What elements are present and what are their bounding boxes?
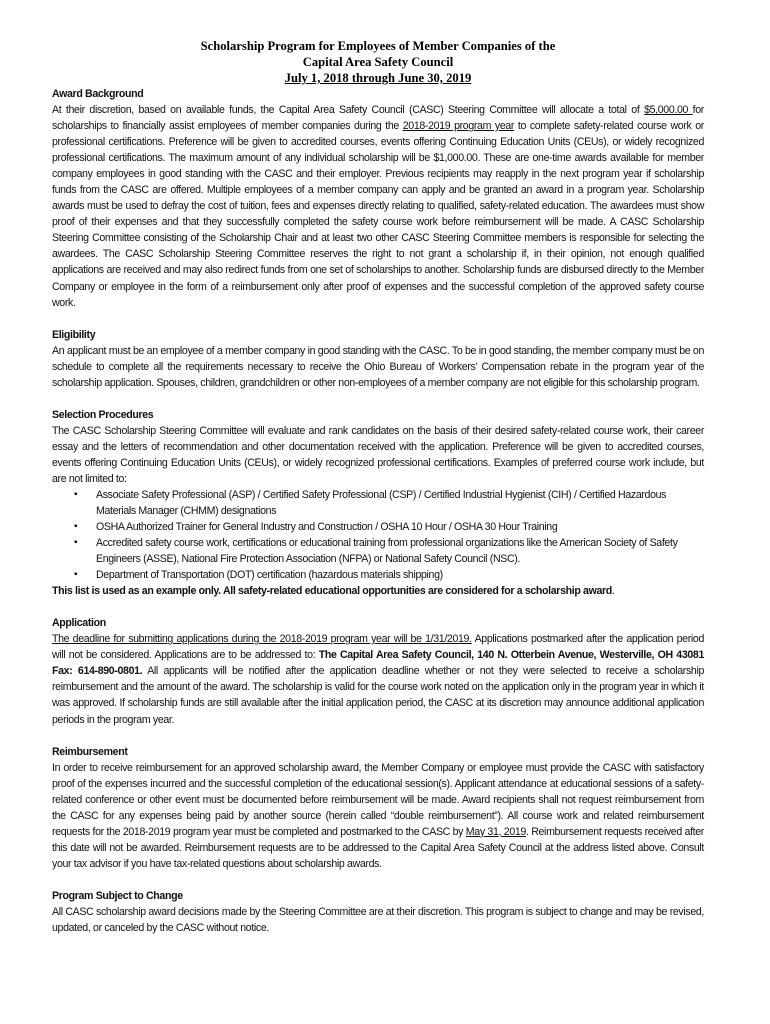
award-amount: $5,000.00 bbox=[644, 104, 693, 116]
title-date-range: July 1, 2018 through June 30, 2019 bbox=[284, 71, 472, 85]
application-heading: Application bbox=[52, 617, 106, 630]
application-paragraph bbox=[52, 631, 704, 727]
course-examples-list bbox=[52, 487, 704, 583]
eligibility-paragraph: An applicant must be an employee of a member company in good standing with the CASC. To be in good standing, the member company must be on schedule to complete all the requirements necessary to receive the Ohio Bureau of Workers’ Compensation rebate in the program year of the scholarship application. Spouses, children, grandchildren or other non-employees of a member company are not eligible for this scholarship program. bbox=[52, 344, 704, 389]
document-page bbox=[52, 38, 704, 936]
selection-heading: Selection Procedures bbox=[52, 408, 154, 421]
eligibility-heading: Eligibility bbox=[52, 328, 96, 341]
selection-paragraph: The CASC Scholarship Steering Committee will evaluate and rank candidates on the basis of their desired safety-related course work, their career essay and the letters of recommendation and other documentation received with the application. Preference will be given to accredited courses, events offering Continuing Education Units (CEUs), or widely recognized professional certifications. Examples of preferred course work include, but are not limited to: bbox=[52, 424, 704, 485]
list-item: ▪ OSHA Authorized Trainer for General Industry and Construction / OSHA 10 Hour / OSHA 30 Hour Training bbox=[96, 519, 704, 535]
application-text-1: Applications postmarked after the application period will not be considered. Applications are to be addressed to: bbox=[52, 633, 704, 662]
selection-note-text: This list is used as an example only. All safety-related educational opportunities are considered for a scholarship award bbox=[52, 585, 612, 598]
application-text-2: All applicants will be notified after the application deadline whether or not they were selected to receive a scholarship reimbursement and the amount of the award. The scholarship is valid for the course work noted on the application only in the program year in which it was approved. If scholarship funds are still available after the initial application period, the CASC at its discretion may announce additional application periods in the program year. bbox=[52, 665, 704, 726]
title-line-2: Capital Area Safety Council bbox=[302, 55, 454, 69]
selection-note-end: . bbox=[611, 585, 615, 598]
reimbursement-heading: Reimbursement bbox=[52, 745, 128, 758]
award-text-1: At their discretion, based on available funds, the Capital Area Safety Council (CASC) Steering Committee will allocate a total of bbox=[52, 104, 645, 116]
list-item: ▪ Associate Safety Professional (ASP) / Certified Safety Professional (CSP) / Certified Industrial Hygienist (CIH) / Certified Hazardous Materials Manager (CHMM) designations bbox=[96, 487, 704, 519]
award-text-2: for scholarships to financially assist employees of member companies during the bbox=[52, 104, 704, 133]
award-text-3: to complete safety-related course work or professional certifications. Preference will be given to accredited courses, events offering Continuing Education Units (CEUs), or widely recognized professional certifications. The maximum amount of any individual scholarship will be $1,000.00. These are one-time awards available for member company employees in good standing with the CASC and their employer. Previous recipients may reapply in the next program year if scholarship funds from the CASC are offered. Multiple employees of a member company can apply and be granted an award in a program year. Scholarship awards must be used to defray the cost of tuition, fees and expenses directly relating to qualified, safety-related education. The awardees must show proof of their expenses and that they successfully completed the safety course work before reimbursement will be made. A CASC Scholarship Steering Committee consisting of the Scholarship Chair and at least two other CASC Steering Committee members is responsible for selecting the awardees. The CASC Scholarship Steering Committee reserves the right to not grant a scholarship if, in their opinion, not enough qualified applications are received and may also redirect funds from one set of scholarships to another. Scholarship funds are disbursed directly to the Member Company or employee in the form of a reimbursement only after proof of expenses and the successful completion of the approved safety course work. bbox=[52, 120, 704, 309]
title-line-1: Scholarship Program for Employees of Member Companies of the bbox=[200, 39, 556, 53]
list-item: ▪ Accredited safety course work, certifications or educational training from professional organizations like the American Society of Safety Engineers (ASSE), National Fire Protection Association (NFPA) or National Safety Council (NSC). bbox=[96, 535, 704, 567]
selection-note bbox=[52, 583, 704, 599]
award-paragraph bbox=[52, 102, 704, 311]
reimbursement-deadline-date: May 31, 2019 bbox=[465, 825, 526, 838]
award-program-year: 2018-2019 program year bbox=[402, 120, 515, 133]
document-title bbox=[52, 38, 704, 86]
program-change-paragraph: All CASC scholarship award decisions made by the Steering Committee are at their discretion. This program is subject to change and may be revised, updated, or canceled by the CASC without notice. bbox=[52, 905, 704, 934]
reimbursement-text-1: In order to receive reimbursement for an approved scholarship award, the Member Company or employee must provide the CASC with satisfactory proof of the expenses incurred and the successful completion of the educational session(s). Applicant attendance at educational sessions of a safety-related conference or other event must be documented before reimbursement will be made. Award recipients shall not request reimbursement from the CASC for any expenses being paid by another source (herein called “double reimbursement”). All course work and related reimbursement requests for the 2018-2019 program year must be completed and postmarked to the CASC by bbox=[52, 761, 704, 838]
list-item: ▪ Department of Transportation (DOT) certification (hazardous materials shipping) bbox=[96, 567, 704, 583]
program-change-heading: Program Subject to Change bbox=[52, 889, 183, 902]
reimbursement-text-2: . Reimbursement requests received after this date will not be awarded. Reimbursement requests are to be addressed to the Capital Area Safety Council at the address listed above. Consult your tax advisor if you have tax-related questions about scholarship awards. bbox=[52, 825, 704, 870]
casc-address: The Capital Area Safety Council, 140 N. Otterbein Avenue, Westerville, OH 43081 Fax: 614-890-0801. bbox=[52, 649, 705, 678]
application-deadline: The deadline for submitting applications during the 2018-2019 program year will be 1/31/2019. bbox=[52, 633, 472, 646]
reimbursement-paragraph bbox=[52, 760, 704, 872]
award-heading: Award Background bbox=[52, 88, 144, 100]
